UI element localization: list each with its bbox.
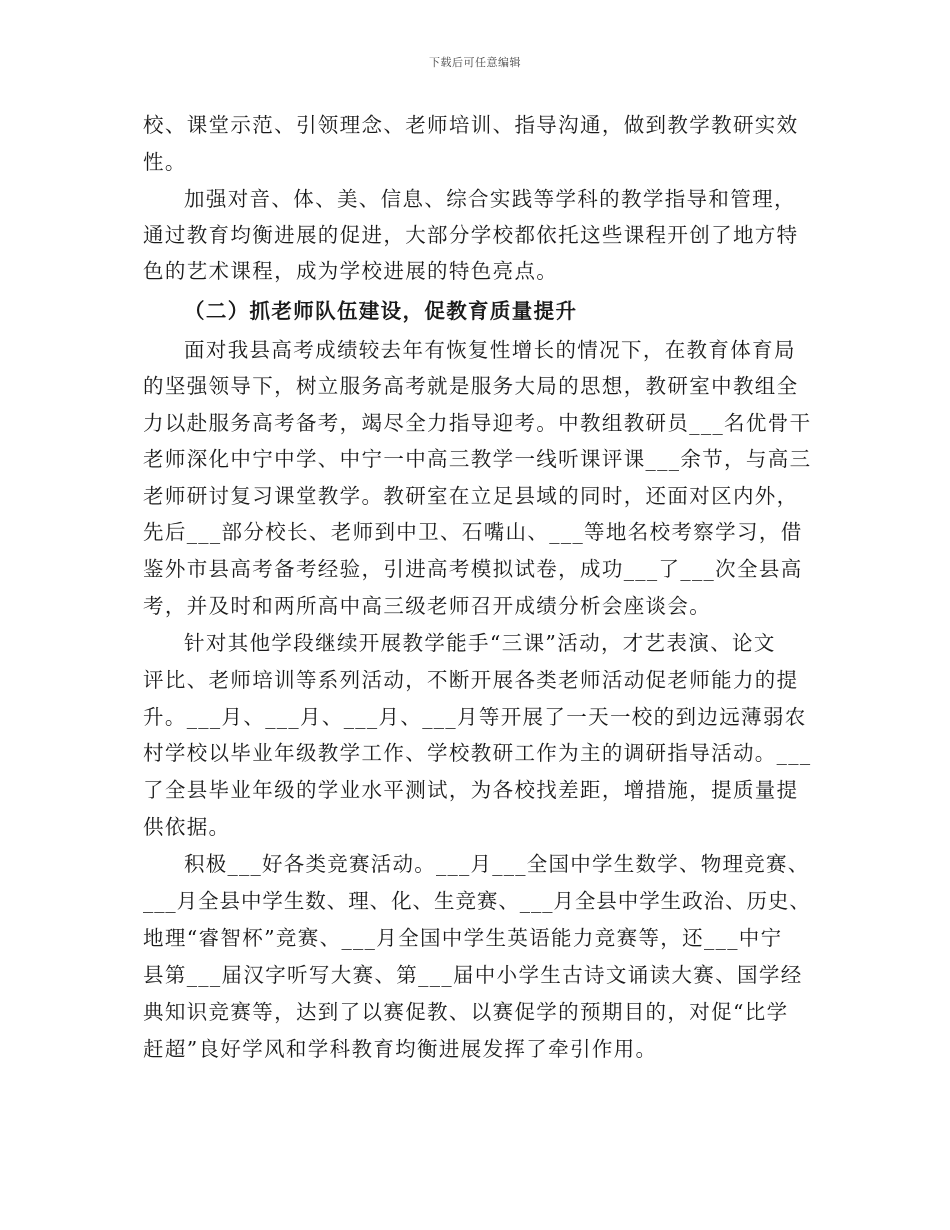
text-line: 色的艺术课程，成为学校进展的特色亮点。	[143, 259, 559, 283]
text-line: 老师研讨复习课堂教学。教研室在立足县域的同时，还面对区内外，	[143, 484, 799, 508]
text-line: 的坚强领导下，树立服务高考就是服务大局的思想，教研室中教组全	[143, 374, 799, 398]
text-line: 先后___部分校长、老师到中卫、石嘴山、___等地名校考察学习，借	[143, 520, 803, 544]
text-line: 校、课堂示范、引领理念、老师培训、指导沟通，做到教学教研实效	[143, 113, 799, 137]
text-line: 地理“睿智杯”竞赛、___月全国中学生英语能力竞赛等，还___中宁	[143, 926, 783, 950]
text-line: 评比、老师培训等系列活动，不断开展各类老师活动促老师能力的提	[143, 668, 799, 692]
text-line: 老师深化中宁中学、中宁一中高三教学一线听课评课___余节，与高三	[143, 447, 812, 471]
paragraph-first-line: 积极___好各类竞赛活动。___月___全国中学生数学、物理竞赛、	[184, 852, 810, 876]
text-line: 典知识竞赛等，达到了以赛促教、以赛促学的预期目的，对促“比学	[143, 1000, 789, 1024]
header-note: 下载后可任意编辑	[429, 56, 521, 69]
paragraph-first-line: 加强对音、体、美、信息、综合实践等学科的教学指导和管理，	[184, 187, 796, 211]
text-line: 赶超”良好学风和学科教育均衡进展发挥了牵引作用。	[143, 1037, 658, 1061]
text-line: 供依据。	[143, 815, 231, 839]
paragraph-first-line: 针对其他学段继续开展教学能手“三课”活动，才艺表演、论文	[184, 631, 776, 655]
text-line: ___月全县中学生数、理、化、生竞赛、___月全县中学生政治、历史、	[143, 889, 811, 913]
text-line: 县第___届汉字听写大赛、第___届中小学生古诗文诵读大赛、国学经	[143, 963, 803, 987]
text-line: 了全县毕业年级的学业水平测试，为各校找差距，增措施，提质量提	[143, 778, 799, 802]
text-line: 通过教育均衡进展的促进，大部分学校都依托这些课程开创了地方特	[143, 223, 799, 247]
text-line: 鉴外市县高考备考经验，引进高考模拟试卷，成功___了___次全县高	[143, 557, 803, 581]
paragraph-first-line: 面对我县高考成绩较去年有恢复性增长的情况下，在教育体育局	[184, 338, 796, 362]
text-line: 力以赴服务高考备考，竭尽全力指导迎考。中教组教研员___名优骨干	[143, 411, 812, 435]
text-line: 村学校以毕业年级教学工作、学校教研工作为主的调研指导活动。___	[143, 741, 812, 765]
text-line: 考，并及时和两所高中高三级老师召开成绩分析会座谈会。	[143, 594, 712, 618]
text-line: 升。___月、___月、___月、___月等开展了一天一校的到边远薄弱农	[143, 705, 807, 729]
text-line: 性。	[143, 150, 187, 174]
section-heading: （二）抓老师队伍建设，促教育质量提升	[184, 299, 578, 323]
